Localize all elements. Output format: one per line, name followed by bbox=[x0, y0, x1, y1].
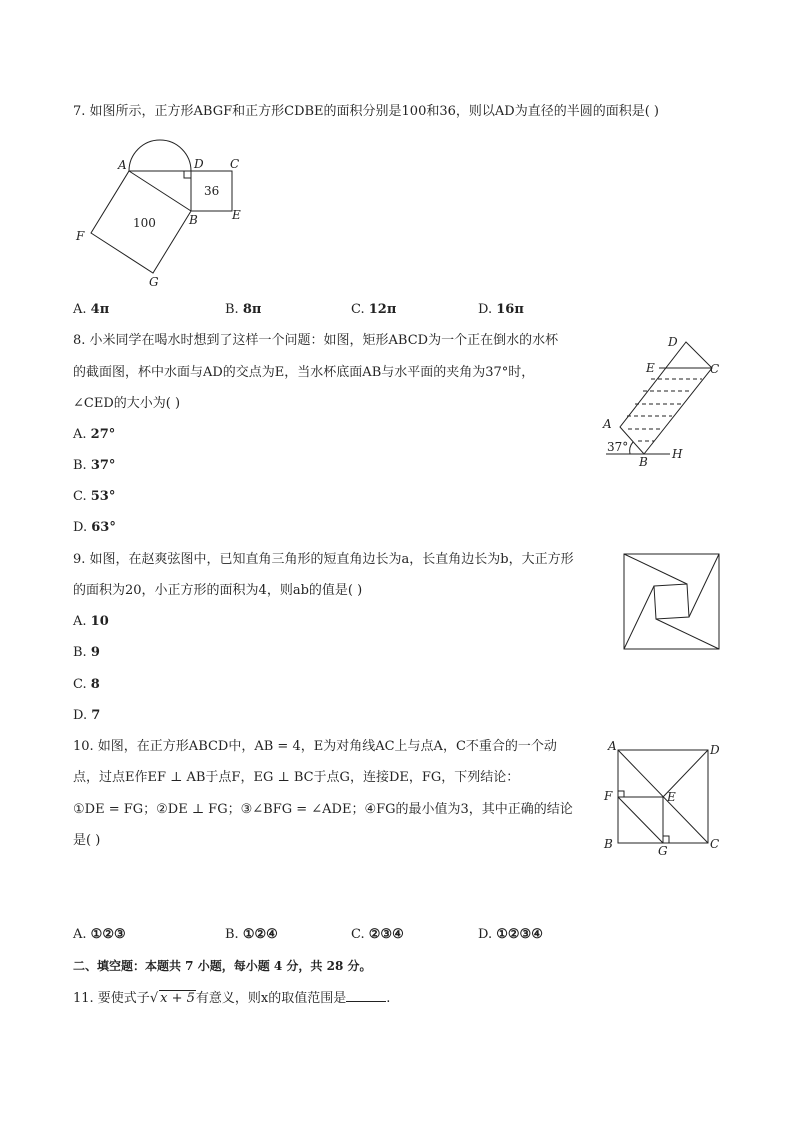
q8-label-E: E bbox=[646, 361, 655, 375]
q8-label-H: H bbox=[672, 447, 683, 461]
q10-line1: 10. 如图，在正方形ABCD中，AB = 4，E为对角线AC上与点A，C不重合的一个动 bbox=[73, 739, 557, 754]
q8-option-a: A. 27° bbox=[73, 427, 116, 442]
q10-label-C: C bbox=[710, 837, 720, 851]
q10-label-A: A bbox=[608, 739, 617, 753]
q11-suffix: 有意义，则x的取值范围是 bbox=[195, 991, 347, 1006]
q8-option-d: D. 63° bbox=[73, 520, 116, 535]
q9-option-a: A. 10 bbox=[73, 614, 109, 629]
q11-radicand: x + 5 bbox=[160, 991, 195, 1006]
q8-label-angle: 37° bbox=[607, 440, 629, 454]
q11-end: . bbox=[386, 991, 391, 1006]
q8-line1: 8. 小米同学在喝水时想到了这样一个问题：如图，矩形ABCD为一个正在倒水的水杯 bbox=[73, 333, 559, 348]
q7-area-big: 100 bbox=[133, 216, 156, 230]
q8-option-b: B. 37° bbox=[73, 458, 116, 473]
q7-label-C: C bbox=[230, 157, 240, 171]
sqrt-icon: √ bbox=[149, 991, 159, 1006]
q10-label-B: B bbox=[604, 837, 613, 851]
q7-text: 7. 如图所示，正方形ABGF和正方形CDBE的面积分别是100和36，则以AD为直径的半圆的面积是( ) bbox=[73, 104, 659, 119]
q9-line2: 的面积为20，小正方形的面积为4，则ab的值是( ) bbox=[73, 583, 363, 598]
q8-option-c: C. 53° bbox=[73, 489, 116, 504]
section-heading: 二、填空题：本题共 7 小题，每小题 4 分，共 28 分。 bbox=[73, 959, 372, 973]
q7-label-F: F bbox=[76, 229, 85, 243]
q10-option-c: C. ②③④ bbox=[351, 927, 404, 942]
q7-label-A: A bbox=[118, 158, 127, 172]
q11-prefix: 11. 要使式子 bbox=[73, 991, 150, 1006]
q11-answer-blank[interactable] bbox=[346, 989, 386, 1002]
q10-figure bbox=[598, 738, 728, 858]
q8-line3: ∠CED的大小为( ) bbox=[73, 396, 181, 411]
q7-option-b: B. 8π bbox=[225, 302, 262, 317]
q9-option-c: C. 8 bbox=[73, 677, 100, 692]
q10-line3: ①DE = FG；②DE ⊥ FG；③∠BFG = ∠ADE；④FG的最小值为3，其中正确的结论 bbox=[73, 802, 573, 817]
q10-label-G: G bbox=[658, 844, 668, 858]
q11-text bbox=[73, 989, 390, 1007]
q7-label-G: G bbox=[149, 275, 159, 286]
q10-line2: 点，过点E作EF ⊥ AB于点F，EG ⊥ BC于点G，连接DE，FG，下列结论： bbox=[73, 770, 520, 785]
q10-option-b: B. ①②④ bbox=[225, 927, 278, 942]
q8-label-C: C bbox=[710, 362, 720, 376]
q10-label-E: E bbox=[667, 790, 676, 804]
q8-label-B: B bbox=[639, 455, 648, 468]
q7-option-a: A. 4π bbox=[73, 302, 110, 317]
q8-figure bbox=[598, 333, 738, 468]
q9-option-d: D. 7 bbox=[73, 708, 101, 723]
q9-line1: 9. 如图，在赵爽弦图中，已知直角三角形的短直角边长为a，长直角边长为b，大正方形 bbox=[73, 552, 574, 567]
q9-option-b: B. 9 bbox=[73, 645, 100, 660]
q7-area-small: 36 bbox=[204, 184, 220, 198]
q10-option-a: A. ①②③ bbox=[73, 927, 126, 942]
q10-line4: 是( ) bbox=[73, 833, 101, 848]
q10-label-F: F bbox=[604, 789, 613, 803]
q8-label-D: D bbox=[668, 335, 678, 349]
q7-figure bbox=[70, 136, 250, 286]
q7-label-E: E bbox=[232, 208, 241, 222]
q7-label-B: B bbox=[189, 213, 198, 227]
q7-option-d: D. 16π bbox=[478, 302, 524, 317]
q9-zhaoshuang-figure bbox=[622, 552, 722, 652]
q10-label-D: D bbox=[710, 743, 720, 757]
q8-label-A: A bbox=[603, 417, 612, 431]
q7-option-c: C. 12π bbox=[351, 302, 397, 317]
q10-option-d: D. ①②③④ bbox=[478, 927, 543, 942]
q8-line2: 的截面图，杯中水面与AD的交点为E，当水杯底面AB与水平面的夹角为37°时， bbox=[73, 365, 535, 380]
q7-label-D: D bbox=[194, 157, 204, 171]
